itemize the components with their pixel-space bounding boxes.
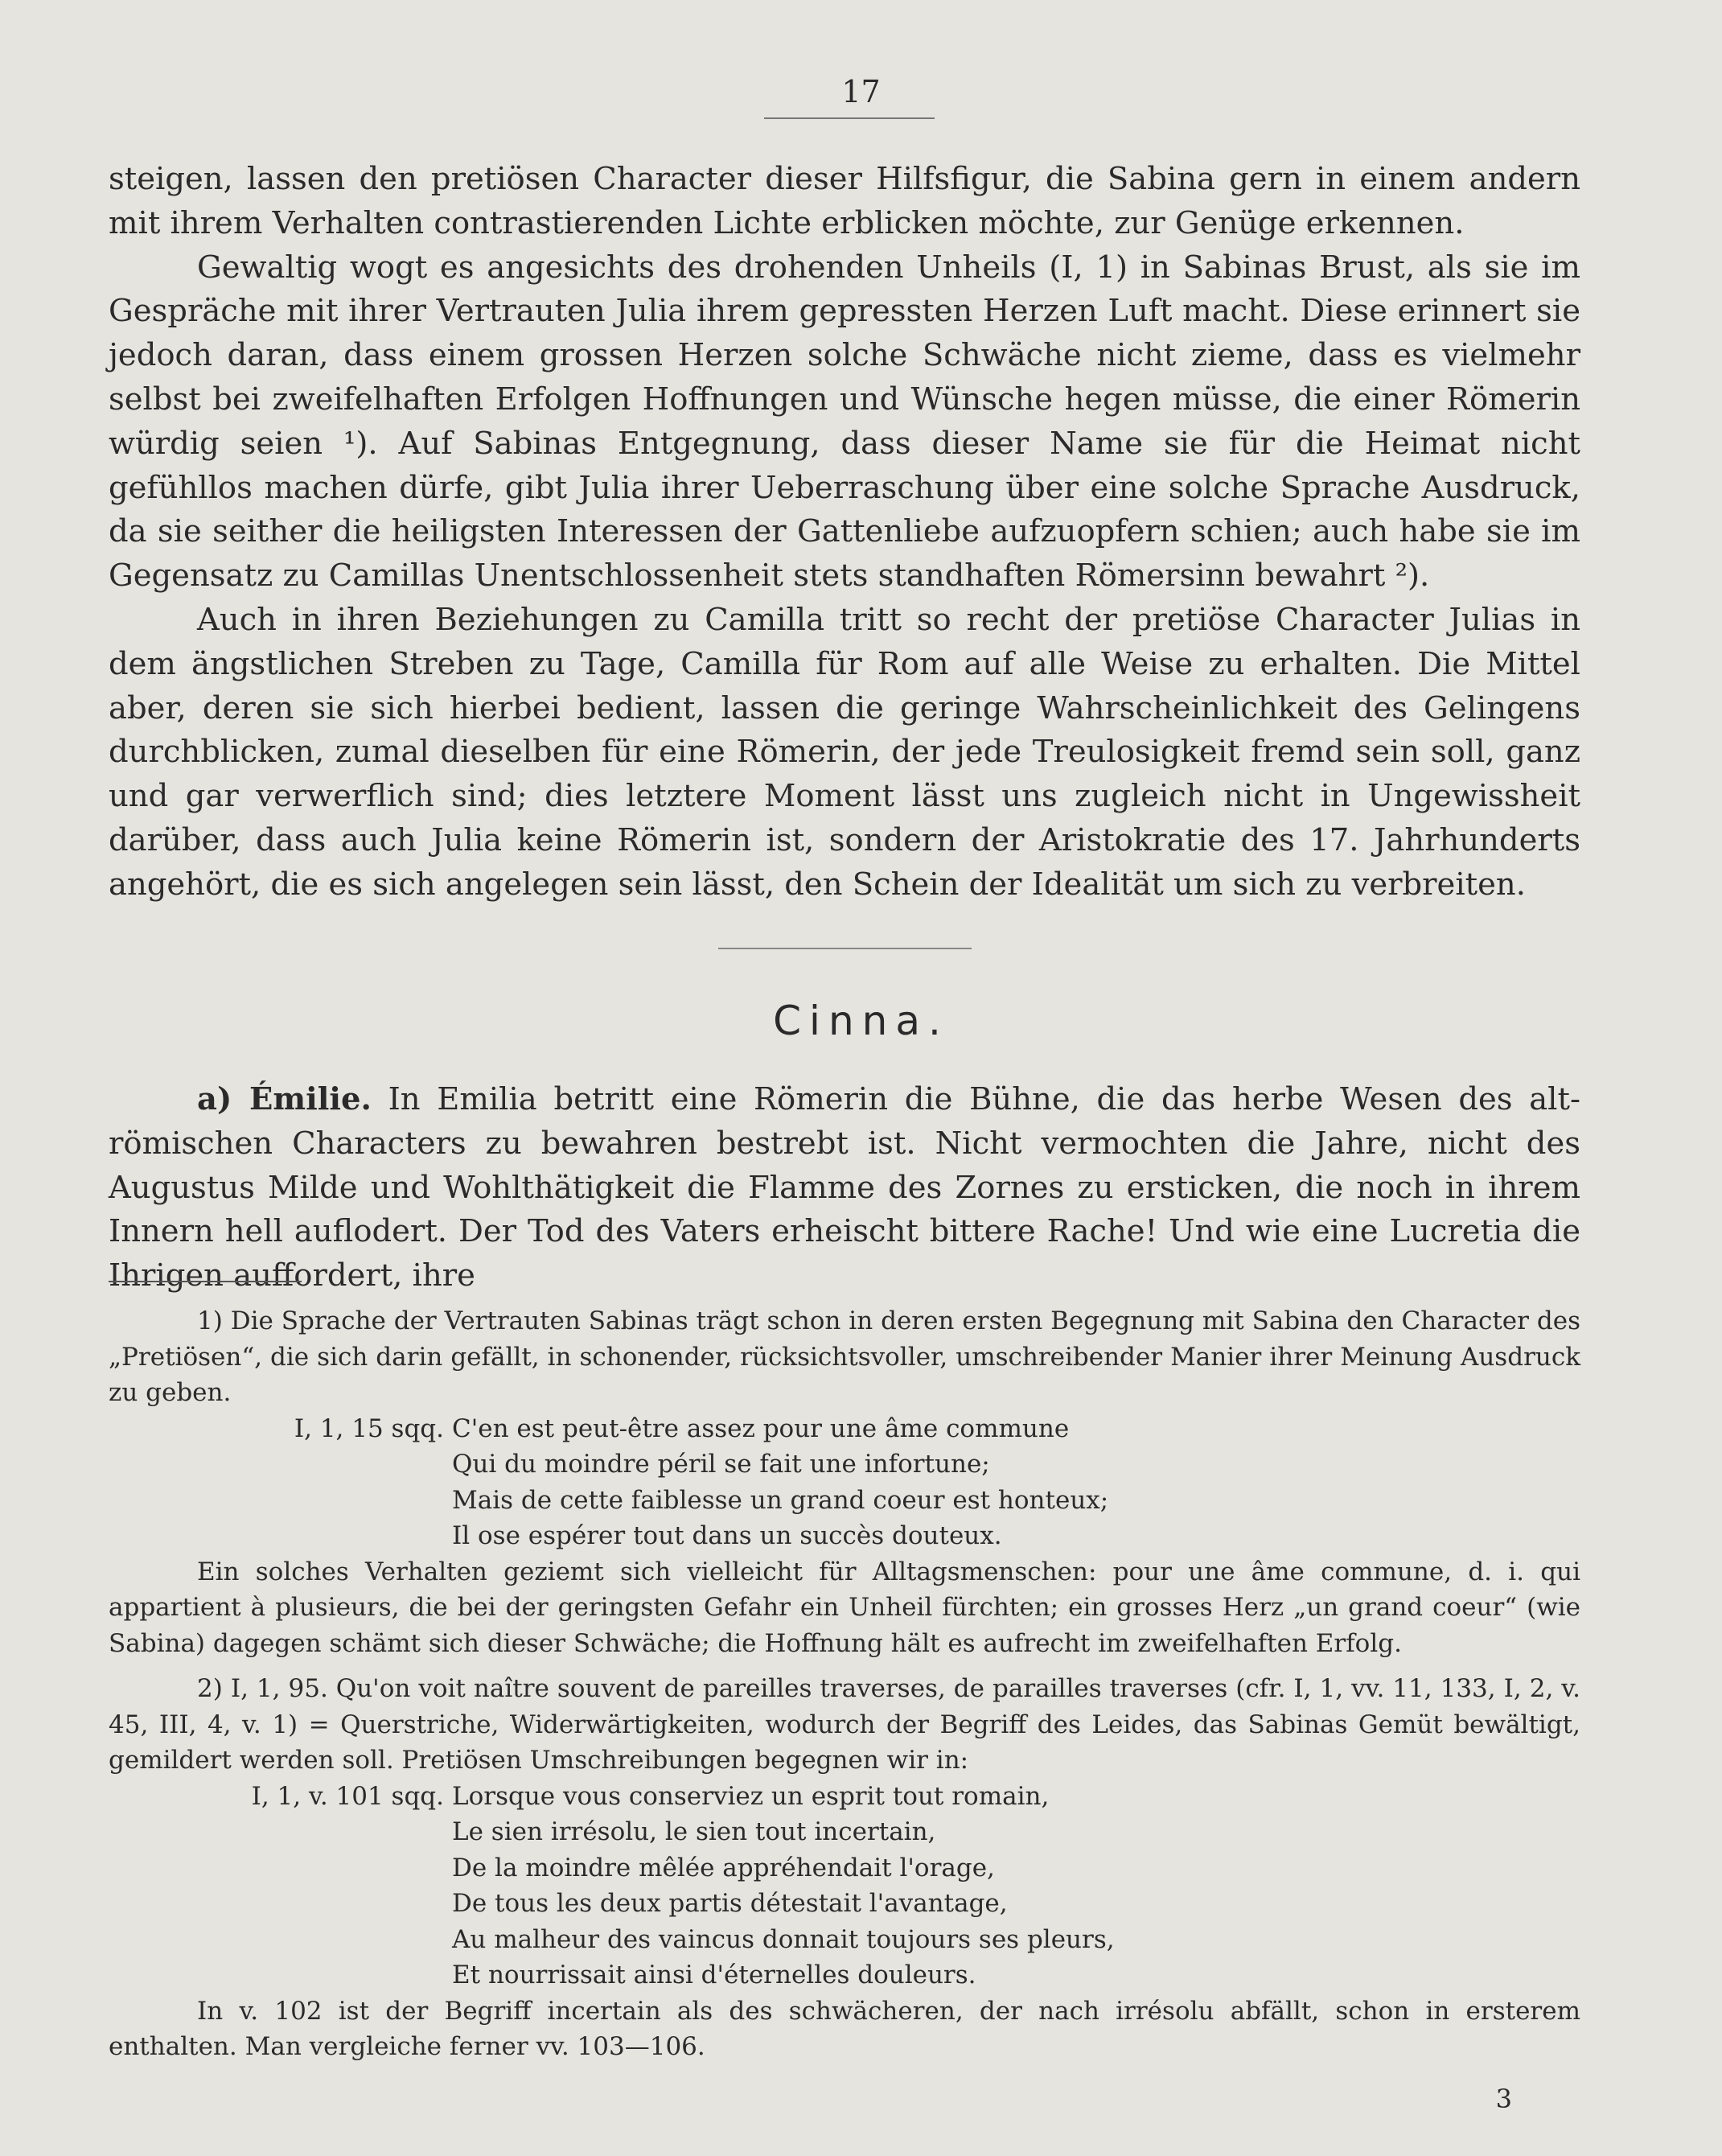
main-text [109, 158, 1580, 907]
verse-line: Qui du moindre péril se fait une infortune; [452, 1450, 990, 1479]
paragraph: steigen, lassen den pretiösen Character dieser Hilfsfigur, die Sabina gern in einem andern mit ihrem Verhalten contrastierenden Lichte erblicken möchte, zur Genüge erkennen. [109, 161, 1580, 241]
section-title: Cinna. [773, 998, 949, 1044]
verse-line: Mais de cette faiblesse un grand coeur est honteux; [452, 1485, 1109, 1515]
footnote-rule [109, 1281, 302, 1282]
footnote-2: 2) I, 1, 95. Qu'on voit naître souvent de pareilles traverses, de parailles traverses (cfr. I, 1, vv. 11, 133, I, 2, v. 45, III, 4, v. 1) = Querstriche, Widerwärtigkeiten, wodurch der Begriff des Leides, das Sabinas Gemüt bewältigt, gemildert werden soll. Pretiösen Umschreibungen begegnen wir in: [109, 1674, 1580, 1775]
signature-mark: 3 [1495, 2084, 1512, 2114]
verse-text: Lorsque vous conserviez un esprit tout romain, [452, 1781, 1050, 1811]
verse-line [109, 1411, 1580, 1447]
subsection-paragraph [109, 1078, 1580, 1298]
paragraph: Gewaltig wogt es angesichts des drohenden Unheils (I, 1) in Sabinas Brust, als sie im Gespräche mit ihrer Vertrauten Julia ihrem gepressten Herzen Luft macht. Diese erinnert sie jedoch daran, dass einem grossen Herzen solche Schwäche nicht zieme, dass es vielmehr selbst bei zweifelhaften Erfolgen Hoffnungen und Wünsche hegen müsse, die einer Römerin würdig seien ¹). Auf Sabinas Entgegnung, dass dieser Name sie für die Heimat nicht gefühllos machen dürfe, gibt Julia ihrer Ueberraschung über eine solche Sprache Ausdruck, da sie seither die heiligsten Interessen der Gattenliebe aufzuopfern schien; auch habe sie im Gegensatz zu Camillas Unentschlossenheit stets standhaften Römersinn bewahrt ²). [109, 249, 1580, 595]
footnote-1-commentary: Ein solches Verhalten geziemt sich vielleicht für Alltagsmenschen: pour une âme commune, d. i. qui appartient à plusieurs, die bei der geringsten Gefahr ein Unheil fürchten; ein grosses Herz „un grand coeur“ (wie Sabina) dagegen schämt sich dieser Schwäche; die Hoffnung hält es aufrecht im zweifelhaften Erfolg. [109, 1557, 1580, 1658]
verse-reference: I, 1, v. 101 sqq. [251, 1781, 444, 1811]
footnotes [109, 1303, 1580, 2065]
section-divider [718, 948, 972, 949]
verse-line: Le sien irrésolu, le sien tout incertain, [452, 1817, 936, 1846]
footnote-2-commentary: In v. 102 ist der Begriff incertain als des schwächeren, der nach irrésolu abfällt, schon in ersterem enthalten. Man vergleiche ferner vv. 103—106. [109, 1996, 1580, 2061]
subsection-text: In Emilia betritt eine Römerin die Bühne, die das herbe Wesen des alt-römischen Characters zu bewahren bestrebt ist. Nicht vermochten die Jahre, nicht des Augustus Milde und Wohlthätigkeit die Flamme des Zornes zu ersticken, die noch in ihrem Innern hell auflodert. Der Tod des Vaters erheischt bittere Rache! Und wie eine Lucretia die Ihrigen auffordert, ihre [109, 1081, 1580, 1294]
verse-line: De tous les deux partis détestait l'avantage, [452, 1889, 1008, 1918]
verse-line: Il ose espérer tout dans un succès douteux. [452, 1521, 1002, 1550]
paragraph: Auch in ihren Beziehungen zu Camilla tritt so recht der pretiöse Character Julias in dem ängstlichen Streben zu Tage, Camilla für Rom auf alle Weise zu erhalten. Die Mittel aber, deren sie sich hierbei bedient, lassen die geringe Wahrscheinlichkeit des Gelingens durchblicken, zumal dieselben für eine Römerin, der jede Treulosigkeit fremd sein soll, ganz und gar verwerflich sind; dies letztere Moment lässt uns zugleich nicht in Ungewissheit darüber, dass auch Julia keine Römerin ist, sondern der Aristokratie des 17. Jahrhunderts angehört, die es sich angelegen sein lässt, den Schein der Idealität um sich zu verbreiten. [109, 601, 1580, 903]
subsection-heading: a) Émilie. [197, 1081, 372, 1117]
header-rule [764, 117, 935, 119]
verse-text: C'en est peut-être assez pour une âme commune [452, 1413, 1070, 1443]
page-number: 17 [841, 74, 881, 109]
verse-reference: I, 1, 15 sqq. [294, 1413, 444, 1443]
verse-line: Au malheur des vaincus donnait toujours ses pleurs, [452, 1924, 1115, 1954]
verse-line: Et nourrissait ainsi d'éternelles douleurs. [452, 1961, 976, 1989]
footnote-1: 1) Die Sprache der Vertrauten Sabinas trägt schon in deren ersten Begegnung mit Sabina den Character des „Pretiösen“, die sich darin gefällt, in schonender, rücksichtsvoller, umschreibender Manier ihrer Meinung Ausdruck zu geben. [109, 1306, 1580, 1407]
verse-line [109, 1779, 1580, 1815]
subsection [109, 1078, 1580, 1298]
verse-line: De la moindre mêlée appréhendait l'orage, [452, 1853, 995, 1882]
